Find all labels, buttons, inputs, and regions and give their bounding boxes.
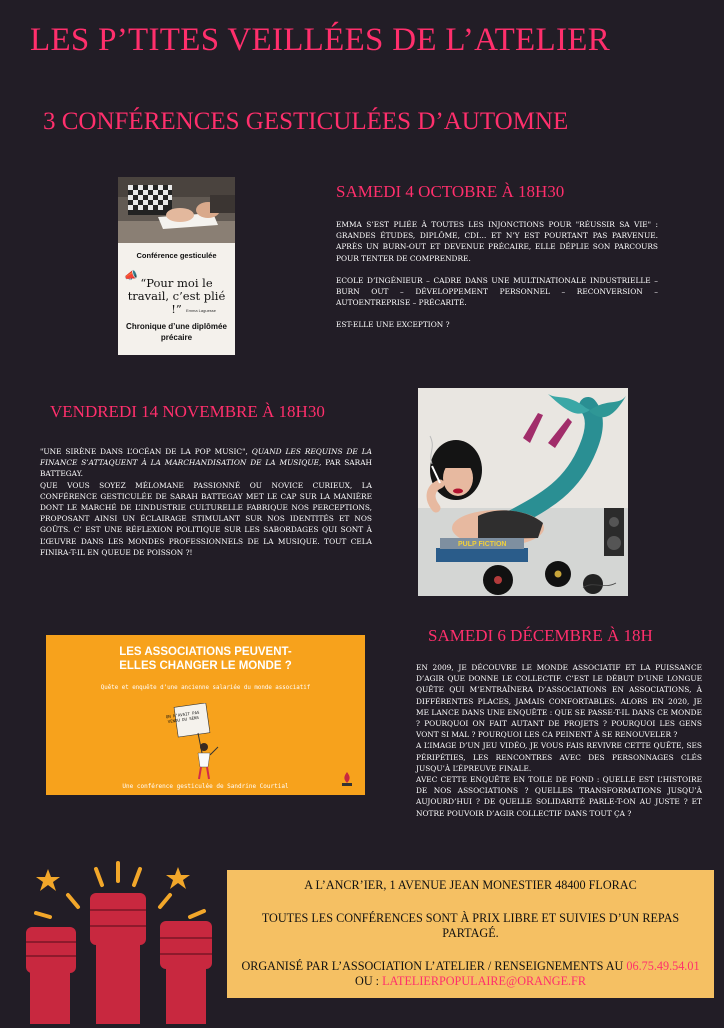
mermaid-illustration [418,388,628,596]
megaphone-icon: 📣 [124,269,138,282]
event-1-description [336,219,658,331]
raised-fists-illustration [20,855,220,1024]
book-title: PULP FICTION [458,541,507,548]
poster-footer: Une conférence gesticulée de Sandrine Courtial [122,783,289,790]
venue-address: A L’ANCR’IER, 1 AVENUE JEAN MONESTIER 48400 FLORAC [304,878,637,892]
subtitle: 3 CONFÉRENCES GESTICULÉES D’AUTOMNE [43,108,569,135]
poster-subtitle: Quête et enquête d’une ancienne salariée du monde associatif [100,685,311,691]
poster-title: LES ASSOCIATIONS PEUVENT-ELLES CHANGER LE MONDE ? [119,646,292,672]
event-3-paragraph: AVEC CETTE ENQUÊTE EN TOILE DE FOND : QUELLE EST L’HISTOIRE DE NOS ASSOCIATIONS ? QUELLES TRANSFORMATIONS JUSQU’À AUJOURD’HUI ? DE QUELLE SOLIDARITÉ PARLE-T-ON AU JUSTE ? ET NOTRE POUVOIR D’AGIR COLLECTIF DANS TOUT ÇA ? [416,775,702,818]
poster-header: Conférence gesticulée [136,251,217,260]
main-title: LES P’TITES VEILLÉES DE L’ATELIER [30,22,611,58]
event-2-description [40,446,372,558]
poster-author: Emma Laguesse [186,308,217,313]
poster-caption: Chronique d’une diplômée précaire [126,322,227,342]
event-1-paragraph: EST-ELLE UNE EXCEPTION ? [336,320,450,330]
organizer-info: ORGANISÉ PAR L’ASSOCIATION L’ATELIER / RENSEIGNEMENTS AU [241,959,624,973]
event-3-date: SAMEDI 6 DÉCEMBRE À 18H [428,626,653,645]
event-1-paragraph: EMMA S’EST PLIÉE À TOUTES LES INJONCTIONS POUR "RÉUSSIR SA VIE" : GRANDES ÉTUDES, DIPLÔME, CDI… ET N’Y EST POURTANT PAS PARVENUE. APRÈS UN BURN-OUT ET DEVENUE PRÉCAIRE, ELLE DÉPLIE SON PARCOURS POUR TENTER DE COMPRENDRE. [336,220,658,263]
event-1-paragraph: ECOLE D’INGÉNIEUR – CADRE DANS UNE MULTINATIONALE INDUSTRIELLE – BURN OUT – DÉVELOPPEMENT PERSONNEL – RECONVERSION – AUTOENTREPRISE – PRÉCARITÉ. [336,275,658,308]
event-2-intro-tail: PAR SARAH BATTEGAY. [40,458,372,479]
event-3-paragraph: EN 2009, JE DÉCOUVRE LE MONDE ASSOCIATIF ET LA PUISSANCE D’AGIR QUE DONNE LE COLLECTIF. C’EST LE DÉBUT D’UNE LONGUE QUÊTE QUI M’ENTRAÎNERA D’ASSOCIATIONS EN ASSOCIATIONS, À DIFFÉRENTES PLACES, JAMAIS CONFORTABLES. ALORS EN 2020, JE ME LANCE DANS UNE ENQUÊTE : QUE SE PASSE-T-IL DANS CE MONDE ? POURQUOI ON FAIT AUTANT DE PROJETS ? POURQUOI LES GENS VONT SI MAL ? POURQUOI LES CA PEINENT À SE RENOUVELER ? [416,663,702,740]
poster-photo-hands [118,177,235,243]
poster-pour-moi-le-travail [118,177,235,355]
poster-quote: “Pour moi le travail, c’est plié !” [127,276,226,316]
poster-sign: ON N’AVAIT PAS VENDU DU SENS [165,709,200,725]
event-2-intro: "UNE SIRÈNE DANS L’OCÉAN DE LA POP MUSIC", [40,447,248,456]
event-2-intro-italic: QUAND LES REQUINS DE LA FINANCE S’ATTAQUENT À LA MARCHANDISATION DE LA MUSIQUE, [40,447,372,468]
flame-logo-icon [340,771,354,787]
event-2-date: VENDREDI 14 NOVEMBRE À 18H30 [50,402,325,421]
event-2-body: QUE VOUS SOYEZ MÉLOMANE PASSIONNÉ OU NOVICE CURIEUX, LA CONFÉRENCE GESTICULÉE DE SARAH BATTEGAY MET LE CAP SUR LA MANIÈRE DONT LE MARCHÉ DE L’INDUSTRIE CULTURELLE FABRIQUE NOS PERCEPTIONS, PROPOSANT AINSI UN ÉCLAIRAGE STIMULANT SUR NOS IDENTITÉS ET NOS GOÛTS. C’ EST UNE RÉFLEXION POLITIQUE SUR LES SABORDAGES QUI SONT À L’ŒUVRE DANS LES MONDES PROFESSIONNELS DE LA MUSIQUE. TOUT CELA FINIRA-T-IL EN QUEUE DE POISSON ?! [40,480,372,557]
event-1-date: SAMEDI 4 OCTOBRE À 18H30 [336,182,565,201]
star-icon [36,867,190,891]
event-3-paragraph: A L’IMAGE D’UN JEU VIDÉO, JE VOUS FAIS REVIVRE CETTE QUÊTE, SES PÉRIPÉTIES, LES RENCONTRES AVEC DES PERSONNAGES CLÉS JUSQU’À L’ÉPREUVE FINALE. [416,741,702,773]
or-label: OU : [355,974,380,988]
price-info: TOUTES LES CONFÉRENCES SONT À PRIX LIBRE ET SUIVIES D’UN REPAS PARTAGÉ. [261,911,680,940]
info-box [227,870,714,998]
poster-associations [46,635,365,795]
event-3-description [416,662,702,819]
phone-number[interactable]: 06.75.49.54.01 [626,959,700,973]
email-link[interactable]: LATELIERPOPULAIRE@ORANGE.FR [382,974,586,988]
